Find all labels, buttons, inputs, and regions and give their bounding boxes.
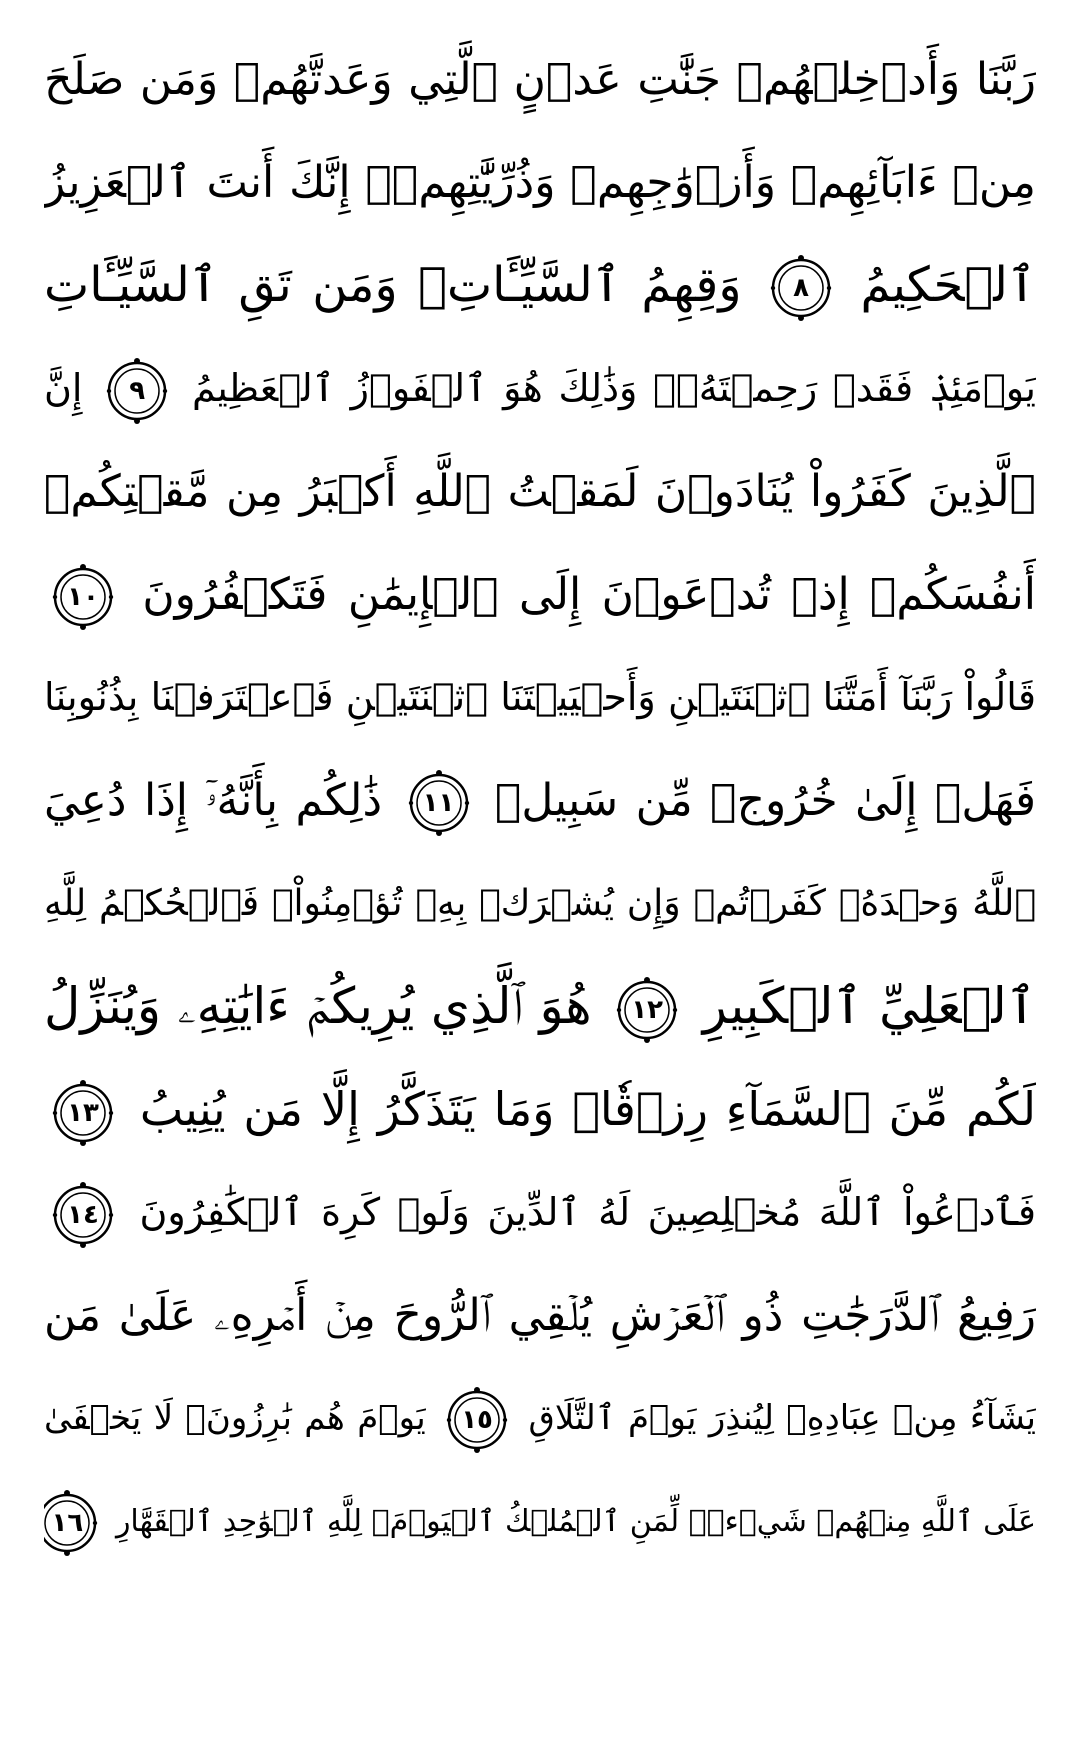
ayah-number: ١٢ (631, 994, 664, 1025)
verse-text: ٱلۡعَلِيِّ ٱلۡكَبِيرِ (702, 977, 1036, 1035)
verse-line (44, 646, 1036, 749)
verse-text: يَوۡمَ هُم بَٰرِزُونَۖ لَا يَخۡفَىٰ (44, 1398, 426, 1438)
verse-text: ٱلۡحَكِيمُ (860, 257, 1036, 313)
ayah-number: ١٥ (461, 1404, 493, 1435)
verse-text: يَشَآءُ مِنۡ عِبَادِهِۦ لِيُنذِرَ يَوۡمَ ٱلتَّلَاقِ (528, 1398, 1036, 1438)
verse-text: هُوَ ٱلَّذِي يُرِيكُمۡ ءَايَٰتِهِۦ وَيُنَزِّلُ (44, 977, 592, 1035)
verse-text: فَٱدۡعُواْ ٱللَّهَ مُخۡلِصِينَ لَهُ ٱلدِّينَ وَلَوۡ كَرِهَ ٱلۡكَٰفِرُونَ (139, 1190, 1036, 1234)
verse-line (44, 543, 1036, 646)
verse-text: قَالُواْ رَبَّنَآ أَمَتَّنَا ٱثۡنَتَيۡنِ وَأَحۡيَيۡتَنَا ٱثۡنَتَيۡنِ فَٱعۡتَرَفۡنَا بِذُنُوبِنَا (44, 675, 1036, 719)
ayah-end-marker (406, 770, 472, 836)
verse-text: رَبَّنَا وَأَدۡخِلۡهُمۡ جَنَّٰتِ عَدۡنٍ ٱلَّتِي وَعَدتَّهُمۡ وَمَن صَلَحَ (44, 54, 1036, 105)
verse-text: لَكُم مِّنَ ٱلسَّمَآءِ رِزۡقٗاۚ وَمَا يَتَذَكَّرُ إِلَّا مَن يُنِيبُ (139, 1082, 1036, 1136)
ayah-end-marker (44, 1490, 100, 1556)
verse-line (44, 1264, 1036, 1367)
ayah-number: ١٤ (67, 1199, 99, 1230)
verse-text: وَقِهِمُ ٱلسَّيِّـَٔاتِۚ وَمَن تَقِ ٱلسَّيِّـَٔاتِ (44, 257, 742, 313)
ayah-number: ٩ (129, 375, 146, 406)
ayah-end-marker (50, 1182, 116, 1248)
ayah-end-marker (614, 977, 680, 1043)
verse-text: عَلَى ٱللَّهِ مِنۡهُمۡ شَيۡءٞۚ لِّمَنِ ٱلۡمُلۡكُ ٱلۡيَوۡمَۖ لِلَّهِ ٱلۡوَٰحِدِ ٱلۡقَهَّارِ (115, 1504, 1036, 1539)
verse-line (44, 440, 1036, 543)
verse-line (44, 337, 1036, 440)
verse-text: يَوۡمَئِذٖ فَقَدۡ رَحِمۡتَهُۥۚ وَذَٰلِكَ هُوَ ٱلۡفَوۡزُ ٱلۡعَظِيمُ (192, 366, 1036, 410)
verse-line (44, 955, 1036, 1058)
verse-text: مِنۡ ءَابَآئِهِمۡ وَأَزۡوَٰجِهِمۡ وَذُرِّيَّٰتِهِمۡۚ إِنَّكَ أَنتَ ٱلۡعَزِيزُ (44, 157, 1036, 208)
verse-line (44, 1058, 1036, 1161)
verse-line (44, 1367, 1036, 1470)
ayah-number: ١٠ (67, 582, 99, 612)
verse-text: ٱلَّذِينَ كَفَرُواْ يُنَادَوۡنَ لَمَقۡتُ ٱللَّهِ أَكۡبَرُ مِن مَّقۡتِكُمۡ (44, 466, 1036, 517)
verse-lines (44, 28, 1036, 1573)
verse-line (44, 131, 1036, 234)
verse-line (44, 1161, 1036, 1264)
ayah-number: ١٦ (51, 1507, 84, 1538)
verse-line (44, 852, 1036, 955)
ayah-end-marker (444, 1387, 510, 1453)
ayah-end-marker (50, 564, 116, 630)
ayah-end-marker (50, 1080, 116, 1146)
ayah-end-marker (104, 358, 170, 424)
verse-text: إِنَّ (44, 366, 83, 410)
ayah-number: ١١ (422, 788, 455, 818)
verse-line (44, 749, 1036, 852)
verse-line (44, 234, 1036, 337)
verse-text: ٱللَّهُ وَحۡدَهُۥ كَفَرۡتُمۡ وَإِن يُشۡرَكۡ بِهِۦ تُؤۡمِنُواْۚ فَٱلۡحُكۡمُ لِلَّهِ (44, 883, 1036, 924)
verse-text: ذَٰلِكُم بِأَنَّهُۥٓ إِذَا دُعِيَ (44, 775, 383, 826)
ayah-number: ١٣ (67, 1097, 99, 1128)
verse-text: فَهَلۡ إِلَىٰ خُرُوجٖ مِّن سَبِيلٖ (495, 775, 1036, 826)
ayah-number: ٨ (793, 273, 809, 303)
verse-text: رَفِيعُ ٱلدَّرَجَٰتِ ذُو ٱلۡعَرۡشِ يُلۡقِي ٱلرُّوحَ مِنۡ أَمۡرِهِۦ عَلَىٰ مَن (44, 1290, 1036, 1341)
verse-text: أَنفُسَكُمۡ إِذۡ تُدۡعَوۡنَ إِلَى ٱلۡإِيمَٰنِ فَتَكۡفُرُونَ (142, 569, 1036, 620)
ayah-end-marker (768, 255, 834, 321)
verse-line (44, 1470, 1036, 1573)
verse-line (44, 28, 1036, 131)
